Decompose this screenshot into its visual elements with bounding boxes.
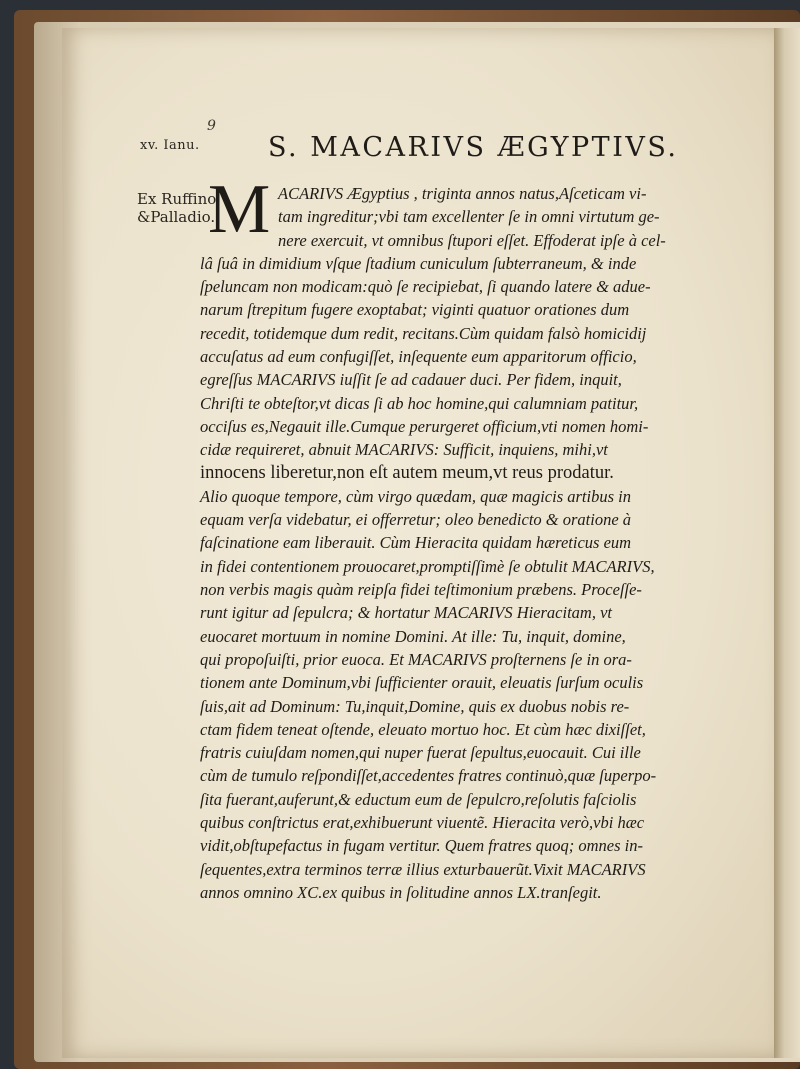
text-line: quibus conſtrictus erat,exhibuerunt viuentẽ. Hieracita verò,vbi hæc: [200, 813, 645, 833]
text-line: lâ ſuâ in dimidium vſque ſtadium cuniculum ſubterraneum, & inde: [200, 253, 637, 273]
page-title: S. MACARIVS ÆGYPTIVS.: [268, 132, 679, 163]
text-line: ACARIVS Ægyptius , triginta annos natus,Aſceticam vi-: [278, 184, 647, 203]
text-line: faſcinatione eam liberauit. Cùm Hieracita quidam hæreticus eum: [200, 533, 632, 553]
text-line: Alio quoque tempore, cùm virgo quædam, quæ magicis artibus in: [200, 486, 631, 506]
text-line: ſpeluncam non modicam:quò ſe recipiebat, ſi quando latere & adue-: [200, 277, 651, 297]
text-line: narum ſtrepitum fugere exoptabat; viginti quatuor orationes dum: [200, 300, 630, 320]
text-line: nere exercuit, vt omnibus ſtupori eſſet. Effoderat ipſe à cel-: [278, 230, 666, 250]
text-line: cidæ requireret, abnuit MACARIVS: Sufficit, inquiens, mihi,vt: [200, 440, 608, 460]
text-line: ſequentes,extra terminos terræ illius exturbauerũt.Vixit MACARIVS: [200, 859, 646, 879]
text-line: annos omnino XC.ex quibus in ſolitudine annos LX.tranſegit.: [200, 882, 602, 902]
text-line: non verbis magis quàm reipſa fidei teſtimonium præbens. Proceſſe-: [200, 580, 642, 600]
text-line: vidit,obſtupefactus in fugam vertitur. Quem fratres quoq; omnes in-: [200, 836, 644, 856]
running-date: xv. Ianu.: [140, 138, 200, 153]
text-line: runt igitur ad ſepulcra; & hortatur MACARIVS Hieracitam, vt: [200, 603, 613, 623]
text-line: equam verſa videbatur, ei offerretur; oleo benedicto & oratione à: [200, 510, 632, 530]
text-line: ctam fidem teneat oſtende, eleuato mortuo hoc. Et cùm hæc dixiſſet,: [200, 719, 646, 739]
text-line: Chriſti te obteſtor,vt dicas ſi ab hoc homine,qui calumniam patitur,: [200, 393, 639, 413]
drop-cap: M: [208, 171, 271, 248]
text-line: qui propoſuiſti, prior euoca. Et MACARIVS proſternens ſe in ora-: [200, 649, 632, 669]
page-edge: [774, 28, 800, 1058]
page-number: 9: [207, 118, 216, 134]
text-line: occiſus es,Negauit ille.Cumque perurgeret officium,vti nomen homi-: [200, 416, 649, 436]
text-line: tionem ante Dominum,vbi ſufficienter orauit, eleuatis ſurſum oculis: [200, 673, 644, 693]
text-line: euocaret mortuum in nomine Domini. At ille: Tu, inquit, domine,: [200, 626, 626, 646]
text-line: innocens liberetur,non eſt autem meum,vt reus prodatur.: [200, 462, 614, 483]
text-line: in fidei contentionem prouocaret,promptiſſimè ſe obtulit MACARIVS,: [200, 556, 655, 576]
text-line: cùm de tumulo reſpondiſſet,accedentes fratres continuò,quæ ſuperpo-: [200, 766, 657, 786]
text-line: accuſatus ad eum confugiſſet, inſequente eum apparitorum officio,: [200, 347, 637, 367]
margin-note-line: Ex Ruffino: [137, 190, 217, 208]
text-line: tam ingreditur;vbi tam excellenter ſe in omni virtutum ge-: [278, 207, 660, 227]
text-line: ſita fuerant,auferunt,& eductum eum de ſepulcro,reſolutis faſciolis: [200, 789, 637, 809]
margin-note-line: &Palladio.: [137, 208, 216, 226]
text-line: recedit, totidemque dum redit, recitans.Cùm quidam falsò homicidij: [200, 323, 647, 343]
text-line: fratris cuiuſdam nomen,qui nuper fuerat ſepultus,euocauit. Cui ille: [200, 743, 641, 763]
body-text: [200, 171, 720, 904]
text-line: egreſſus MACARIVS iuſſit ſe ad cadauer duci. Per fidem, inquit,: [200, 370, 622, 390]
text-line: ſuis,ait ad Dominum: Tu,inquit,Domine, quis ex duobus nobis re-: [200, 696, 630, 716]
